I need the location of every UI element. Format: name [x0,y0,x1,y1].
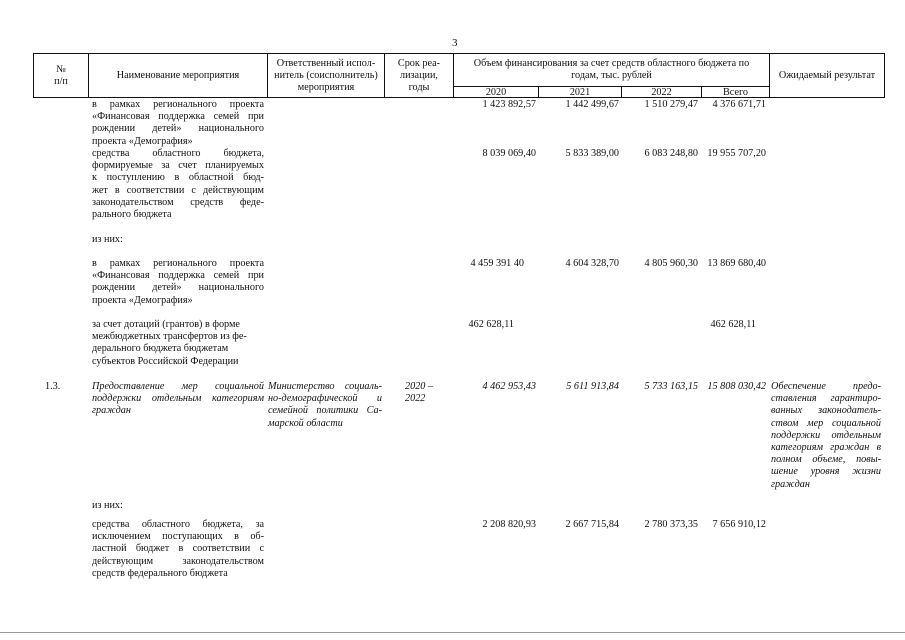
row-1-value-2022: 6 083 248,80 [644,148,698,159]
row-3-value-2020: 4 459 391 40 [470,258,524,269]
row-5-value-2020: 4 462 953,43 [482,381,536,392]
row-5-value-2021: 5 611 913,84 [566,381,619,392]
row-4-name: за счет дотаций (грантов) в форме межбюджетных трансфертов из фе- дерального бюджета бюджетам субъектов Российской Федерации [92,319,247,367]
row-0-value-total: 4 376 671,71 [712,99,766,110]
header-col-result: Ожидаемый результат [778,70,876,81]
page-number: 3 [452,37,458,49]
row-3-value-2021: 4 604 328,70 [565,258,619,269]
header-year-2020: 2020 [485,87,507,98]
row-0-value-2022: 1 510 279,47 [644,99,698,110]
row-7-name: средства областного бюджета, за исключением поступающих в об- ластной бюджет в соответствии с действующим законодательством средств федерального бюджета [92,519,264,579]
row-7-value-2020: 2 208 820,93 [482,519,536,530]
header-year-2021: 2021 [569,87,591,98]
row-5-result: Обеспечение предо- ставления гарантиро- ванных законодатель- ством мер социальной поддержки отдельным категориям граждан в полном объеме, повы- шение уровня жизни граждан [771,381,881,490]
header-year-2022: 2022 [651,87,672,98]
row-1-name: средства областного бюджета, формируемые за счет планируемых к поступлению в областной бюд- жет в соответствии с действующим законодательством средств феде- рального бюджета [92,148,264,221]
row-5-value-2022: 5 733 163,15 [644,381,698,392]
row-0-name: в рамках регионального проекта «Финансовая поддержка семей при рождении детей» национального проекта «Демография» [92,99,264,147]
header-col-term: Срок реа- лизации, годы [397,58,441,94]
header-col-name: Наименование мероприятия [116,70,240,81]
row-3-value-2022: 4 805 960,30 [644,258,698,269]
table-top-border [33,53,885,54]
header-col-funding: Объем финансирования за счет средств областного бюджета по годам, тыс. рублей [473,58,750,82]
table-right-border [884,53,885,98]
row-7-value-2022: 2 780 373,35 [644,519,698,530]
row-2-label: из них: [92,234,123,245]
page-bottom-edge [0,632,905,633]
row-0-value-2020: 1 423 892,57 [482,99,536,110]
row-5-value-total: 15 808 030,42 [707,381,766,392]
row-1-value-total: 19 955 707,20 [707,148,766,159]
row-1-value-2020: 8 039 069,40 [482,148,536,159]
header-col-responsible: Ответственный испол- нитель (соисполнитель) мероприятия [274,58,378,94]
row-4-value-2020: 462 628,11 [468,319,514,330]
row-1-value-2021: 5 833 389,00 [565,148,619,159]
row-7-value-total: 7 656 910,12 [712,519,766,530]
row-3-value-total: 13 869 680,40 [707,258,766,269]
header-total: Всего [723,87,748,98]
row-7-value-2021: 2 667 715,84 [565,519,619,530]
row-3-name: в рамках регионального проекта «Финансовая поддержка семей при рождении детей» национального проекта «Демография» [92,258,264,306]
row-5-name: Предоставление мер социальной поддержки отдельным категориям граждан [92,381,264,417]
row-6-label: из них: [92,500,123,511]
row-0-value-2021: 1 442 499,67 [565,99,619,110]
row-5-number: 1.3. [45,381,61,392]
row-5-term: 2020 – 2022 [405,381,434,405]
row-5-responsible: Министерство социаль- но-демографической и семейной политики Са- марской области [268,381,382,429]
row-4-value-total: 462 628,11 [710,319,756,330]
header-col-number: № п/п [54,64,68,88]
